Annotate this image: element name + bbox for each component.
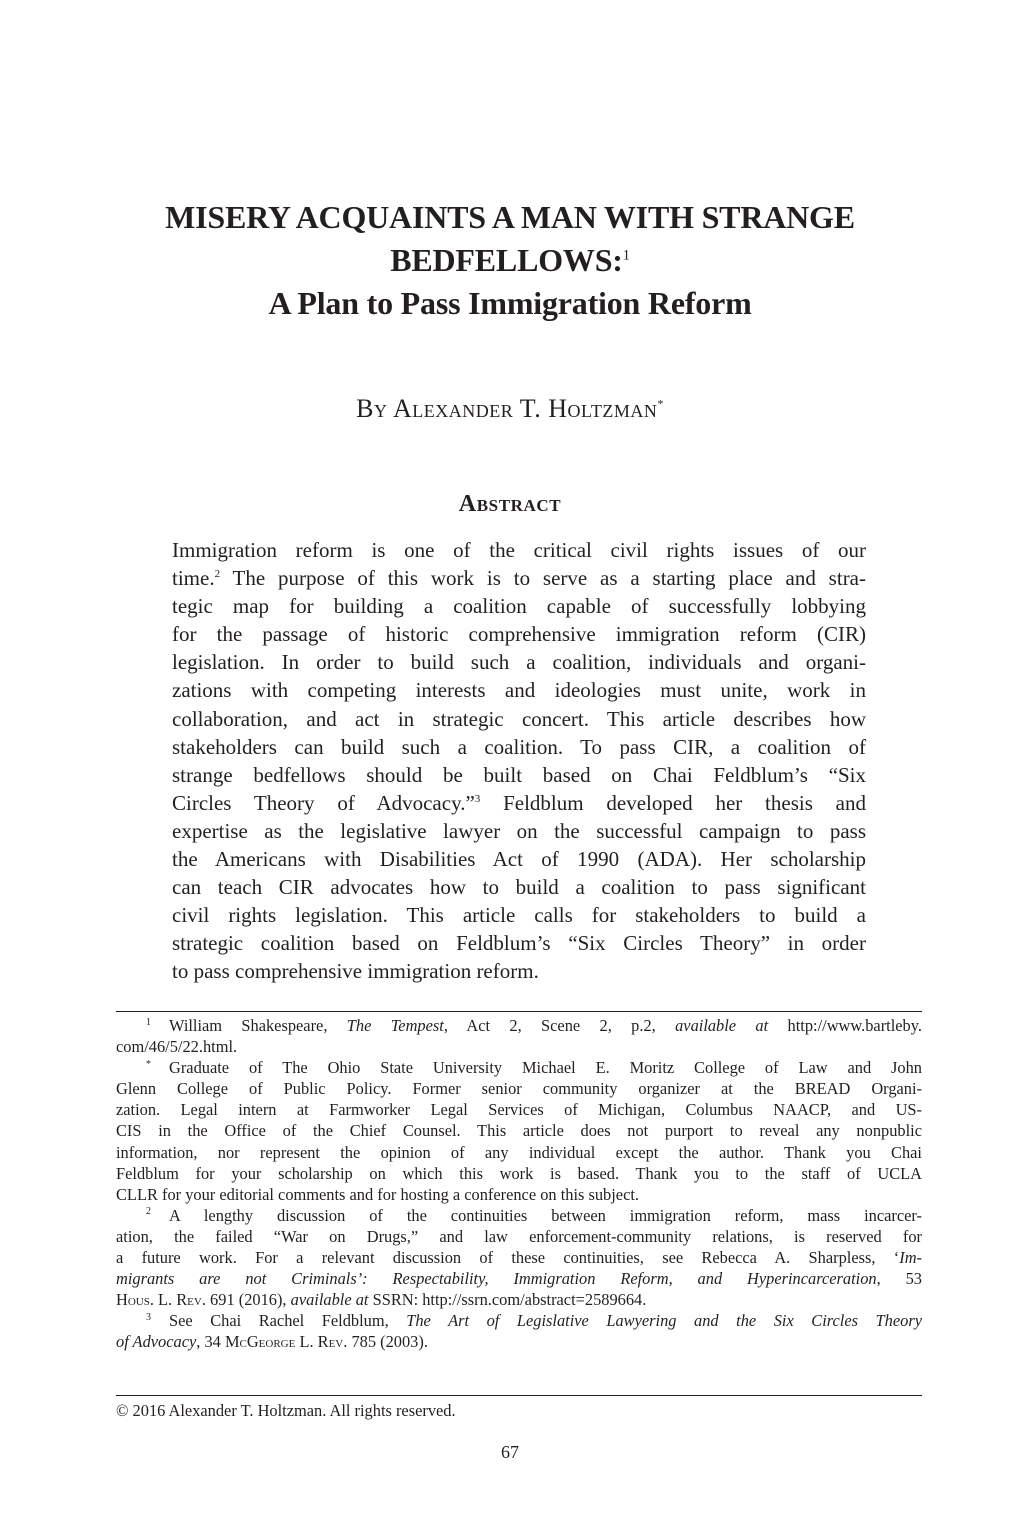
abstract-line: strange bedfellows should be built based on Chai Feldblum’s “Six [172,762,866,787]
footnote-line: CIS in the Office of the Chief Counsel. This article does not purport to reveal any nonpublic [116,1121,922,1141]
abstract-line: Immigration reform is one of the critical civil rights issues of our [172,538,866,562]
title-line-2-text: BEDFELLOWS: [390,242,623,278]
footnote-text: A lengthy discussion of the continuities between immigration reform, mass incarcer- [169,1205,922,1225]
abstract-body [172,536,866,986]
byline [100,394,920,424]
footnote-italic: migrants are not Criminals’: Respectability, Immigration Reform, and Hyperincarceration [116,1269,877,1289]
footnote-italic: The Art of Legislative Lawyering and the Six Circles Theory [406,1311,922,1331]
footnote-line: information, nor represent the opinion of any individual except the author. Thank you Chai [116,1142,922,1162]
footnote-line: Feldblum for your scholarship on which this work is based. Thank you to the staff of UCLA [116,1163,922,1183]
footnote-2: 2 A lengthy discussion of the continuities between immigration reform, mass incarcer- [146,1205,922,1225]
footnote-line: zation. Legal intern at Farmworker Legal Services of Michigan, Columbus NAACP, and US- [116,1100,922,1120]
footnote-text: 785 (2003). [347,1332,428,1352]
abstract-line [172,789,866,817]
article-subtitle: A Plan to Pass Immigration Reform [268,285,752,321]
abstract-line-rest: The purpose of this work is to serve as a starting place and stra- [232,566,866,591]
article-title [100,196,920,325]
copyright-divider [116,1395,922,1396]
abstract-line: tegic map for building a coalition capable of successfully lobbying [172,594,866,619]
abstract-line: zations with competing interests and ideologies must unite, work in [172,678,866,703]
footnote-text: , 34 [196,1332,225,1352]
page-number: 67 [501,1442,519,1462]
abstract-line: collaboration, and act in strategic concert. This article describes how [172,706,866,731]
abstract-line: strategic coalition based on Feldblum’s “Six Circles Theory” in order [172,931,866,956]
footnote-line [116,1289,922,1310]
copyright-notice: © 2016 Alexander T. Holtzman. All rights reserved. [116,1401,456,1420]
footnote-smallcaps: Hous. L. Rev. [116,1290,206,1310]
footnote-line: ation, the failed “War on Drugs,” and law enforcement-community relations, is reserved for [116,1226,922,1246]
footnote-link[interactable]: SSRN: http://ssrn.com/abstract=2589664. [368,1290,647,1310]
abstract-line: for the passage of historic comprehensive immigration reform (CIR) [172,622,866,647]
abstract-line [172,564,866,592]
abstract-line: the Americans with Disabilities Act of 1990 (ADA). Her scholarship [172,847,866,872]
footnote-italic: available at [290,1290,369,1310]
abstract-line: can teach CIR advocates how to build a coalition to pass significant [172,875,866,900]
footnote-divider [116,1011,922,1012]
footnote-line: CLLR for your editorial comments and for hosting a conference on this subject. [116,1184,639,1204]
author-name: By Alexander T. Holtzman [356,394,658,423]
footnote-3: 3 See Chai Rachel Feldblum, The Art of Legislative Lawyering and the Six Circles Theory [146,1311,922,1331]
footnote-ref-star[interactable]: * [657,396,664,411]
footnote-ref-2[interactable]: 2 [214,568,221,581]
footnote-star: * Graduate of The Ohio State University Michael E. Moritz College of Law and John [146,1058,922,1078]
abstract-line: expertise as the legislative lawyer on the successful campaign to pass [172,818,866,843]
abstract-line: civil rights legislation. This article calls for stakeholders to build a [172,903,866,928]
footnote-line [116,1331,922,1352]
footnote-italic: of Advocacy [116,1332,197,1352]
footnote-text: Graduate of The Ohio State University Michael E. Moritz College of Law and John [169,1058,922,1078]
footnote-text: , Act 2, Scene 2, p.2, [443,1016,676,1035]
title-line-1: MISERY ACQUAINTS A MAN WITH STRANGE [165,199,855,235]
footnote-text: See Chai Rachel Feldblum, [169,1311,407,1331]
footnote-text: a future work. For a relevant discussion of these continuities, see Rebecca A. Sharpless, ‘ [116,1248,900,1268]
footnote-link[interactable]: http://www.bartleby. [768,1016,922,1035]
abstract-line: legislation. In order to build such a coalition, individuals and organi- [172,650,866,675]
footnote-ref-1[interactable]: 1 [622,247,630,264]
footnote-italic: Im- [899,1248,922,1268]
footnote-text: , 53 [876,1269,922,1289]
footnote-1-cont[interactable]: com/46/5/22.html. [116,1037,238,1057]
abstract-line-lead: Circles Theory of Advocacy.” [172,790,475,815]
abstract-line: to pass comprehensive immigration reform. [172,959,539,984]
footnote-line [116,1268,922,1289]
footnote-ref-3[interactable]: 3 [474,792,481,805]
footnote-1: 1 William Shakespeare, The Tempest, Act 2, Scene 2, p.2, available at http://www.bartleby. [146,1016,922,1035]
abstract-heading: Abstract [458,491,562,517]
abstract-line-lead: time. [172,566,215,591]
footnote-text: William Shakespeare, [169,1016,347,1035]
footnote-smallcaps: McGeorge L. Rev. [224,1332,348,1352]
abstract-line-rest: Feldblum developed her thesis and [503,790,866,815]
footnotes [116,1015,922,1353]
abstract-line: stakeholders can build such a coalition. To pass CIR, a coalition of [172,734,866,759]
footnote-text: 691 (2016), [205,1290,291,1310]
title-line-2 [100,239,920,282]
footnote-line: Glenn College of Public Policy. Former senior community organizer at the BREAD Organi- [116,1079,922,1099]
footnote-italic: available at [675,1016,769,1035]
footnote-line [116,1247,922,1268]
footnote-italic: The Tempest [346,1016,444,1035]
